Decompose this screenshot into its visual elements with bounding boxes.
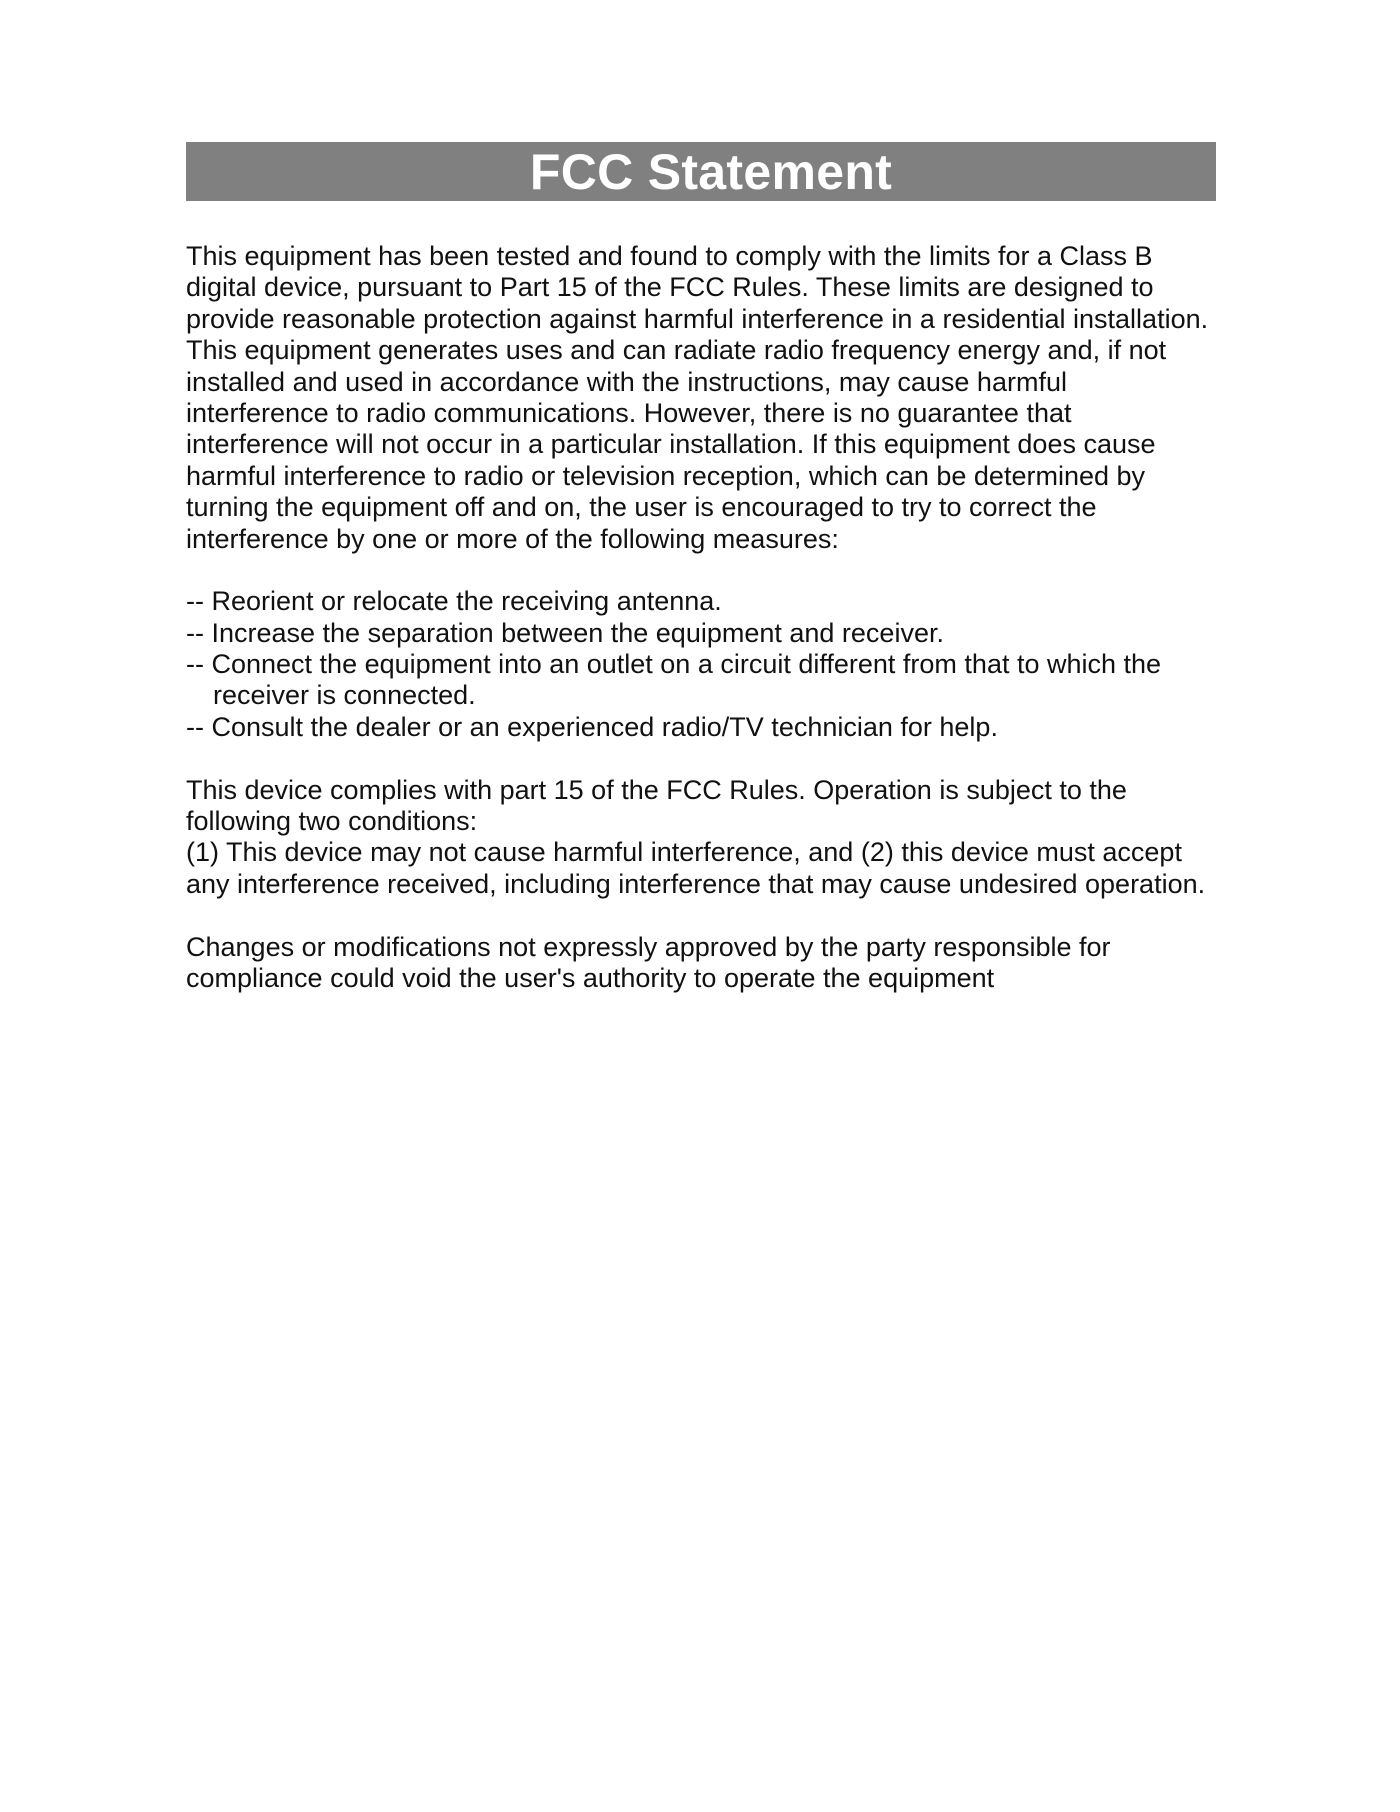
text-line: Changes or modifications not expressly approved by the party responsible for	[186, 931, 1111, 962]
measure-item: -- Increase the separation between the equipment and receiver.	[186, 617, 944, 648]
paragraph-spacer	[186, 900, 1226, 931]
text-line: This device complies with part 15 of the FCC Rules. Operation is subject to the	[186, 774, 1127, 805]
text-line: interference by one or more of the following measures:	[186, 523, 839, 554]
measure-item-continuation: receiver is connected.	[213, 680, 476, 711]
measure-item: -- Consult the dealer or an experienced radio/TV technician for help.	[186, 711, 998, 742]
text-line: digital device, pursuant to Part 15 of the FCC Rules. These limits are designed to	[186, 272, 1154, 303]
text-line: following two conditions:	[186, 806, 478, 837]
measure-item: -- Reorient or relocate the receiving antenna.	[186, 586, 722, 617]
title-bar	[186, 142, 1216, 201]
text-line: This equipment has been tested and found to comply with the limits for a Class B	[186, 241, 1153, 271]
page-title: FCC Statement	[529, 144, 893, 200]
text-line: interference will not occur in a particular installation. If this equipment does cause	[186, 429, 1156, 460]
text-line: provide reasonable protection against harmful interference in a residential installation.	[186, 303, 1209, 334]
text-line: interference to radio communications. However, there is no guarantee that	[186, 397, 1072, 428]
text-line: compliance could void the user's authority to operate the equipment	[186, 962, 995, 993]
text-line: any interference received, including interference that may cause undesired operation.	[186, 868, 1206, 899]
paragraph-conditions	[186, 775, 1226, 901]
document-body	[186, 241, 1226, 994]
text-line: turning the equipment off and on, the user is encouraged to try to correct the	[186, 492, 1097, 523]
paragraph-spacer	[186, 555, 1226, 586]
measures-list	[186, 586, 1226, 743]
text-line: harmful interference to radio or television reception, which can be determined by	[186, 460, 1146, 491]
measure-item: -- Connect the equipment into an outlet on a circuit different from that to which the	[186, 649, 1162, 680]
paragraph-modifications-warning	[186, 932, 1226, 995]
text-line: (1) This device may not cause harmful interference, and (2) this device must accept	[186, 837, 1182, 868]
paragraph-compliance-limits	[186, 241, 1226, 555]
text-line: installed and used in accordance with the instructions, may cause harmful	[186, 366, 1067, 397]
paragraph-spacer	[186, 743, 1226, 774]
text-line: This equipment generates uses and can radiate radio frequency energy and, if not	[186, 335, 1167, 366]
